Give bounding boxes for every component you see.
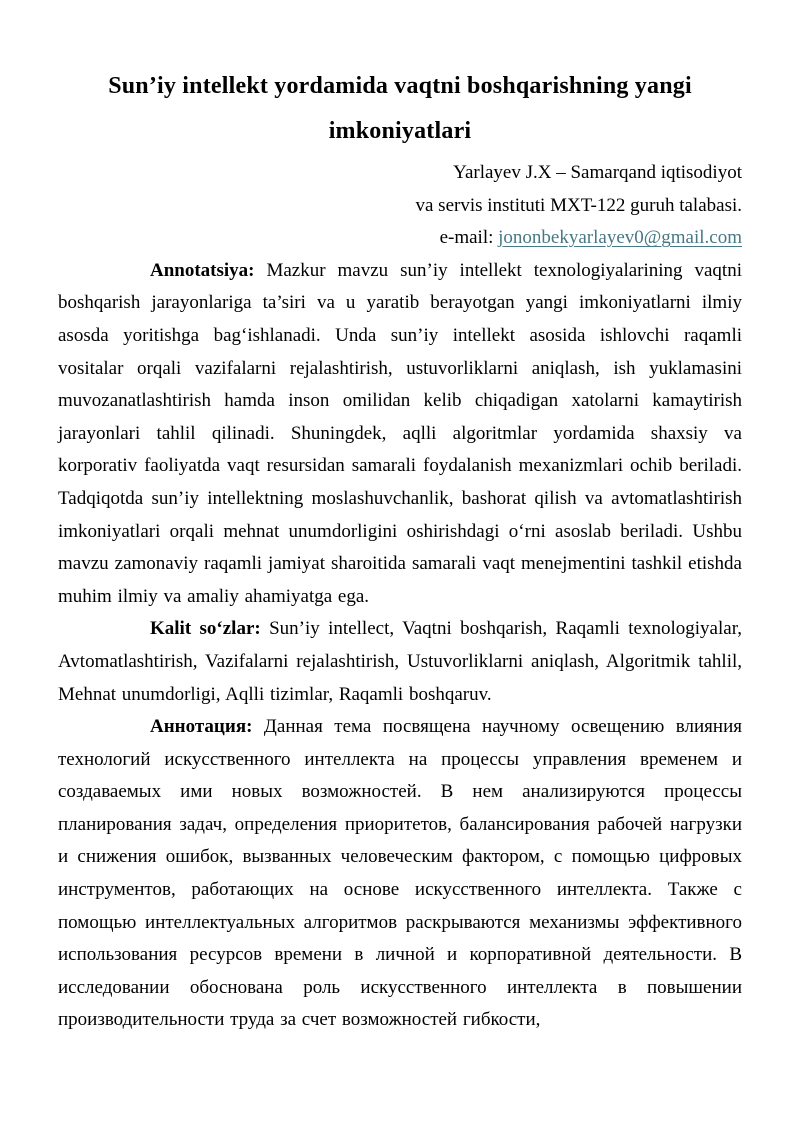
paragraph-annotaciya-ru xyxy=(58,711,742,1037)
paragraph-keywords-text: Sun’iy intellect, Vaqtni boshqarish, Raqamli texnologiyalar, Avtomatlashtirish, Vazifalarni rejalashtirish, Ustuvorliklarni aniqlash, Algoritmik tahlil, Mehnat unumdorligi, Aqlli tizimlar, Raqamli boshqaruv. xyxy=(58,618,743,705)
paragraph-keywords xyxy=(58,613,742,711)
title-line-2: imkoniyatlari xyxy=(328,118,472,144)
paragraph-annotaciya-ru-text: Данная тема посвящена научному освещению влияния технологий искусственного интеллекта на процессы управления временем и создаваемых ими новых возможностей. В нем анализируются процессы планирования задач, определения приоритетов, балансирования рабочей нагрузки и снижения ошибок, вызванных человеческим фактором, с помощью цифровых инструментов, работающих на основе искусственного интеллекта. Также с помощью интеллектуальных алгоритмов раскрываются механизмы эффективного использования ресурсов времени в личной и корпоративной деятельности. В исследовании обоснована роль искусственного интеллекта в повышении производительности труда за счет возможностей гибкости, xyxy=(58,716,742,1031)
paragraph-annotatsiya-text: Mazkur mavzu sun’iy intellekt texnologiyalarining vaqtni boshqarish jarayonlariga ta’siri va u yaratib berayotgan yangi imkoniyatlarni ilmiy asosda yoritishga bagʻishlanadi. Unda sun’iy intellekt asosida ishlovchi raqamli vositalar orqali vazifalarni rejalashtirish, ustuvorliklarni aniqlash, ish yuklamasini muvozanatlashtirish hamda inson omilidan kelib chiqadigan xatolarni kamaytirish jarayonlari tahlil qilinadi. Shuningdek, aqlli algoritmlar yordamida shaxsiy va korporativ faoliyatda vaqt resursidan samarali foydalanish mexanizmlari ochib beriladi. Tadqiqotda sun’iy intellektning moslashuvchanlik, bashorat qilish va avtomatlashtirish imkoniyatlari orqali mehnat unumdorligini oshirishdagi oʻrni asoslab beriladi. Ushbu mavzu zamonaviy raqamli jamiyat sharoitida samarali vaqt menejmentini tashkil etishda muhim ilmiy va amaliy ahamiyatga ega. xyxy=(58,259,742,607)
paragraph-annotatsiya-label: Annotatsiya: xyxy=(150,259,255,281)
paragraph-annotaciya-ru-label: Аннотация: xyxy=(150,716,253,738)
author-name-line: Yarlayev J.X – Samarqand iqtisodiyot xyxy=(453,162,742,183)
email-link[interactable]: jononbekyarlayev0@gmail.com xyxy=(498,227,742,249)
author-block xyxy=(58,157,742,255)
paragraph-annotatsiya xyxy=(58,255,742,614)
document-title xyxy=(58,64,742,154)
email-label: e-mail: xyxy=(439,227,499,249)
title-line-1: Sun’iy intellekt yordamida vaqtni boshqarishning yangi xyxy=(108,73,692,99)
author-email-line xyxy=(58,222,742,255)
paragraph-keywords-label: Kalit soʻzlar: xyxy=(150,618,261,640)
author-affiliation-line: va servis instituti MXT-122 guruh talabasi. xyxy=(415,194,742,216)
